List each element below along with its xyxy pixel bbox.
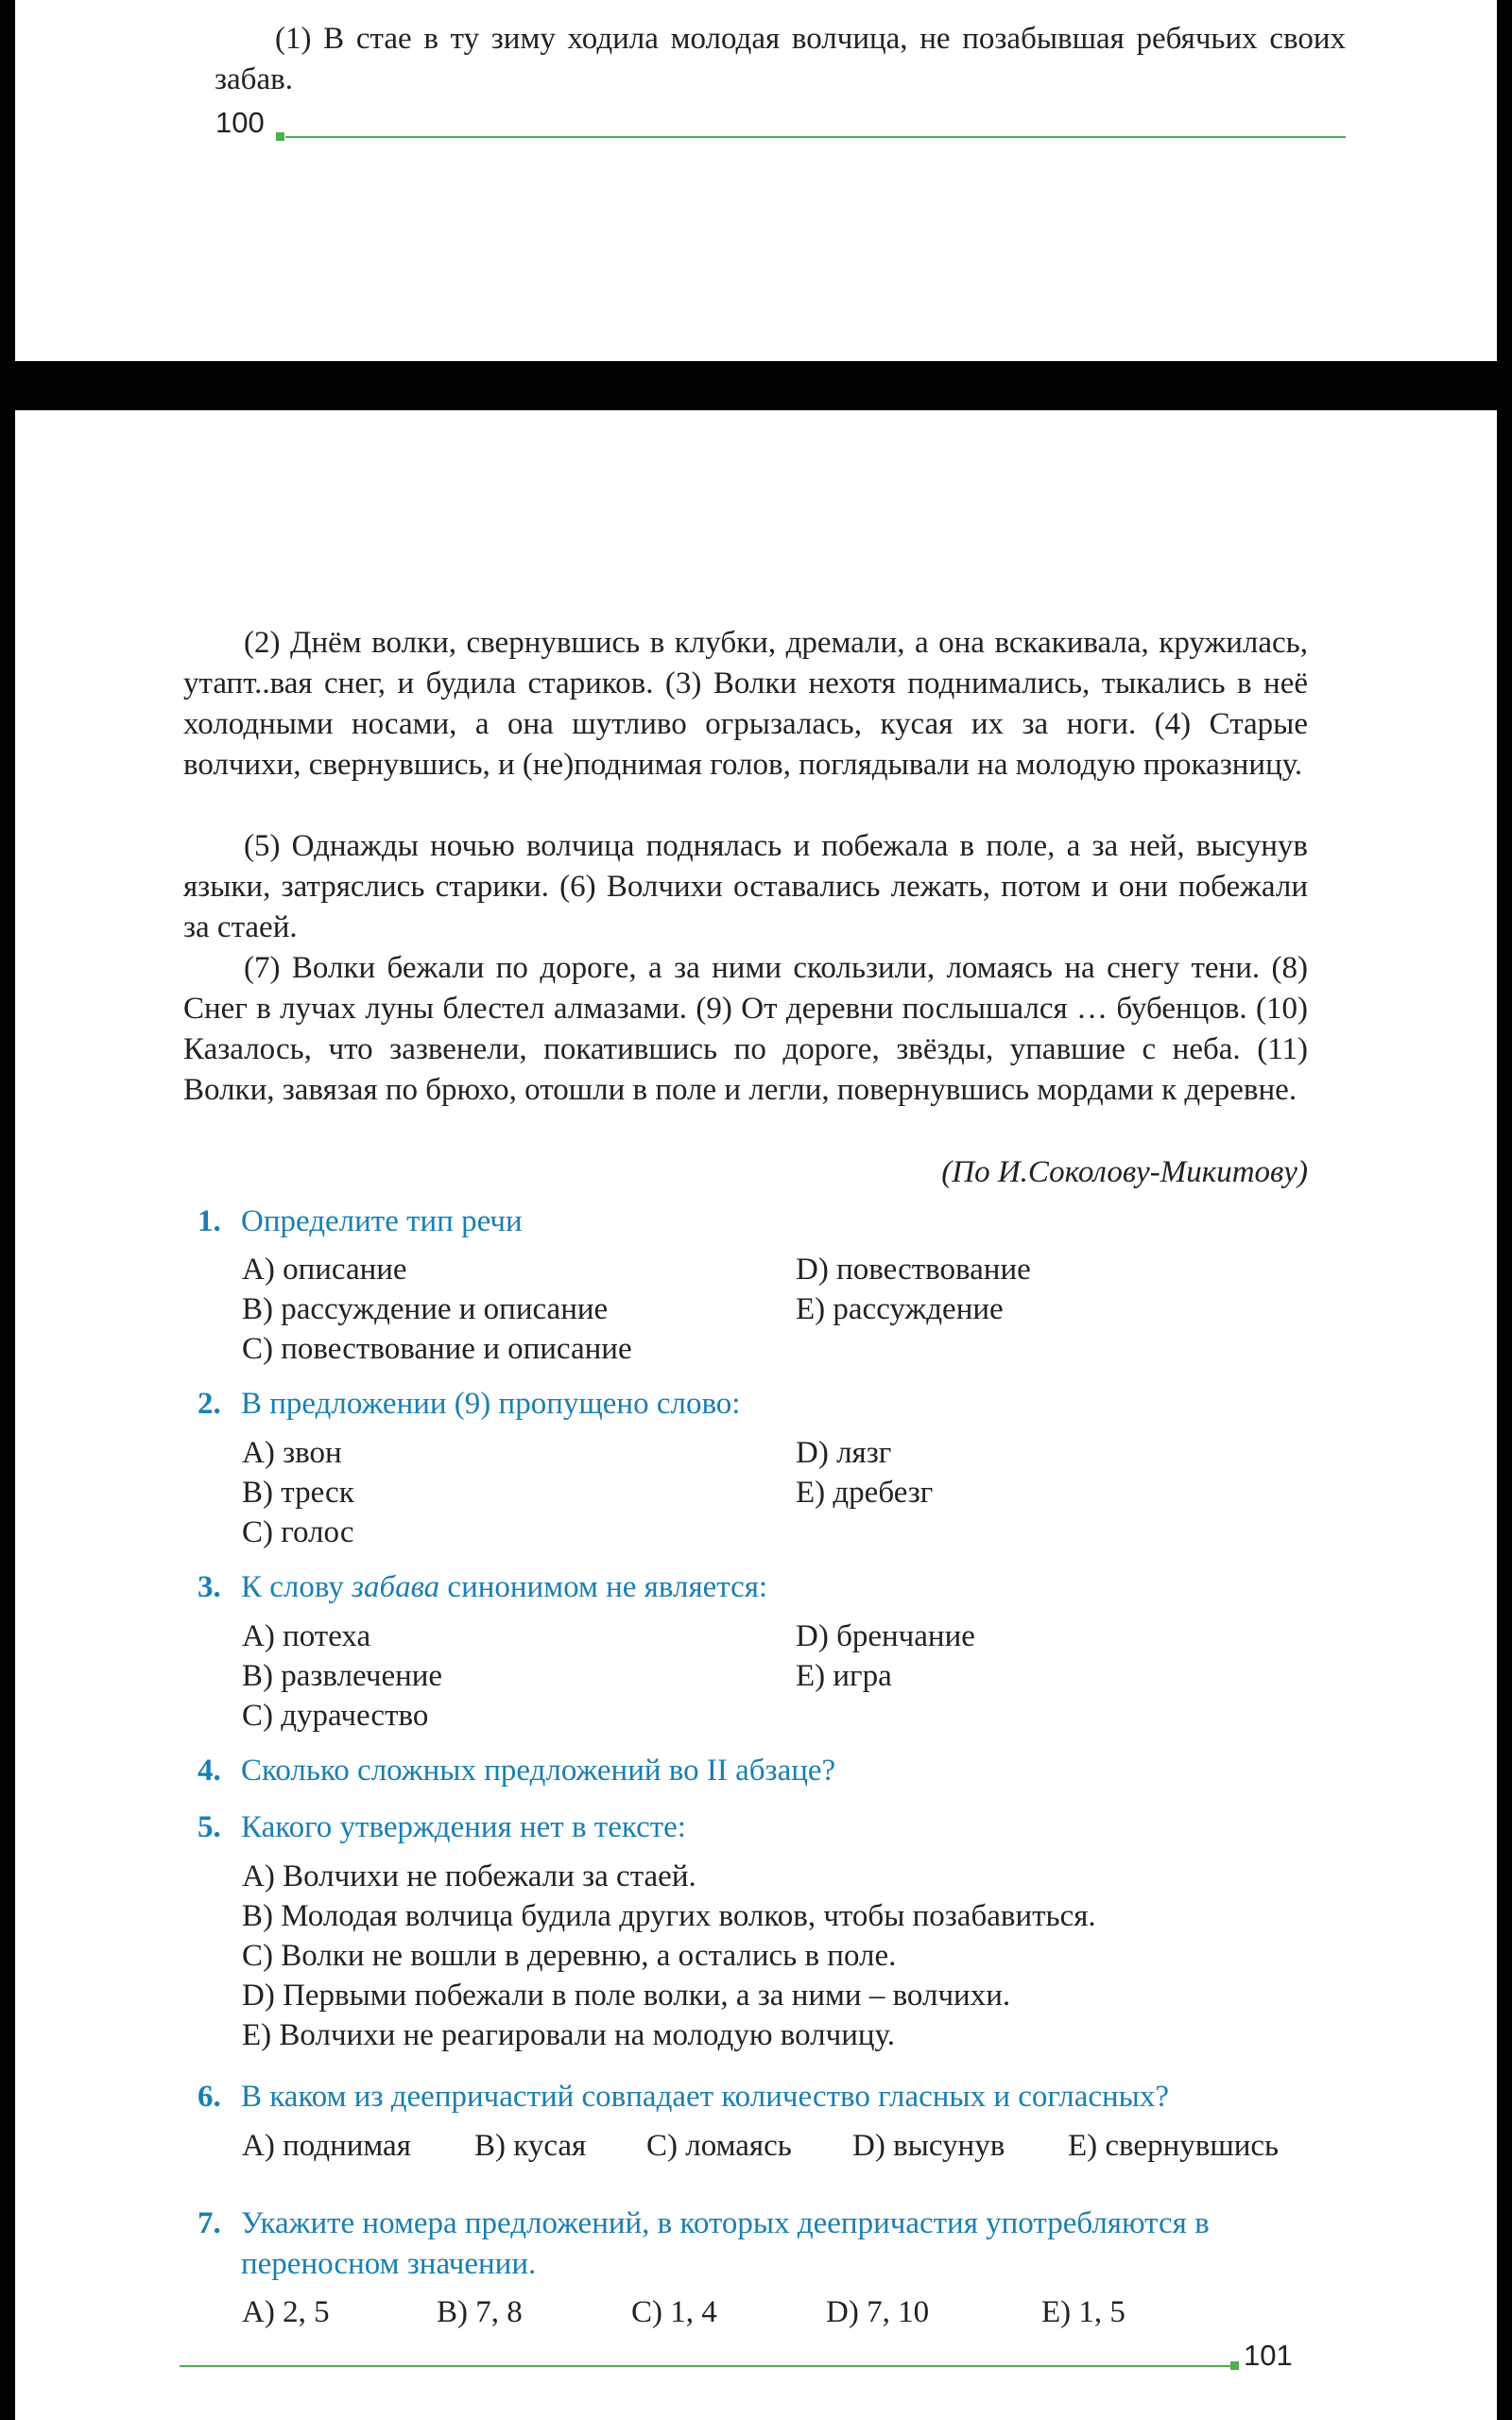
question-text: В предложении (9) пропущено слово: xyxy=(241,1387,741,1421)
question-text: В каком из деепричастий совпадает количество гласных и согласных? xyxy=(241,2080,1169,2114)
question-number: 6. xyxy=(198,2080,221,2114)
q7-option-e: E) 1, 5 xyxy=(1041,2295,1125,2329)
q3-option-b: B) развлечение xyxy=(242,1659,443,1693)
sentence-1: (1) В стае в ту зиму ходила молодая волчица, не позабывшая ребячьих своих забав. xyxy=(215,22,1346,96)
page-100-fragment xyxy=(15,0,1497,361)
q1-option-a: A) описание xyxy=(242,1253,407,1287)
question-number: 3. xyxy=(198,1570,221,1604)
q1-option-b: B) рассуждение и описание xyxy=(242,1292,609,1326)
q5-option-a: A) Волчихи не побежали за стаей. xyxy=(242,1859,696,1893)
q3-option-a: A) потеха xyxy=(242,1619,371,1653)
attribution: (По И.Соколову-Микитову) xyxy=(941,1155,1308,1189)
paragraph-3: (7) Волки бежали по дороге, а за ними скользили, ломаясь на снегу тени. (8) Снег в лучах луны блестел алмазами. (9) От деревни послышался … бубенцов. (10) Казалось, что зазвенели, покатившись по дороге, звёзды, упавшие с неба. (11) Волки, завязая по брюхо, отошли в поле и легли, повернувшись мордами к деревне. xyxy=(183,951,1308,1107)
question-text: К слову забава синонимом не является: xyxy=(241,1570,768,1604)
q5-option-d: D) Первыми побежали в поле волки, а за ними – волчихи. xyxy=(242,1979,1011,2013)
q2-option-c: C) голос xyxy=(242,1515,354,1549)
q2-option-a: A) звон xyxy=(242,1436,342,1470)
question-number: 5. xyxy=(198,1810,221,1844)
q3-option-e: E) игра xyxy=(796,1659,892,1693)
page-rule-marker xyxy=(1230,2361,1239,2370)
question-number: 4. xyxy=(198,1754,221,1788)
q1-option-d: D) повествование xyxy=(796,1253,1031,1287)
q7-option-d: D) 7, 10 xyxy=(826,2295,930,2329)
question-text: Укажите номера предложений, в которых деепричастия употребляются в переносном значении. xyxy=(241,2206,1210,2281)
page-rule xyxy=(285,136,1346,138)
q2-option-e: E) дребезг xyxy=(796,1476,934,1510)
q3-option-d: D) бренчание xyxy=(796,1619,975,1653)
page-101 xyxy=(15,410,1497,2420)
q7-option-a: A) 2, 5 xyxy=(242,2295,330,2329)
question-text: Сколько сложных предложений во II абзаце? xyxy=(241,1754,836,1788)
q2-option-d: D) лязг xyxy=(796,1436,892,1470)
q5-option-c: C) Волки не вошли в деревню, а остались в поле. xyxy=(242,1939,897,1973)
q7-option-b: B) 7, 8 xyxy=(437,2295,523,2329)
paragraph-1: (2) Днём волки, свернувшись в клубки, дремали, а она вскакивала, кружилась, утапт..вая снег, и будила стариков. (3) Волки нехотя поднимались, тыкались в неё холодными носами, а она шутливо огрызалась, кусая их за ноги. (4) Старые волчихи, свернувшись, и (не)поднимая голов, поглядывали на молодую проказницу. xyxy=(183,626,1308,782)
q6-option-a: A) поднимая xyxy=(242,2129,411,2163)
page-number-100: 100 xyxy=(215,106,265,139)
italic-word: забава xyxy=(352,1570,440,1604)
question-number: 1. xyxy=(198,1204,221,1238)
q1-option-e: E) рассуждение xyxy=(796,1292,1004,1326)
question-number: 2. xyxy=(198,1387,221,1421)
question-number: 7. xyxy=(198,2206,221,2240)
paragraph-2: (5) Однажды ночью волчица поднялась и побежала в поле, а за ней, высунув языки, затряслись старики. (6) Волчихи оставались лежать, потом и они побежали за стаей. xyxy=(183,829,1308,944)
q6-option-b: B) кусая xyxy=(474,2129,587,2163)
q6-option-d: D) высунув xyxy=(852,2129,1005,2163)
q7-option-c: C) 1, 4 xyxy=(631,2295,717,2329)
q5-option-b: B) Молодая волчица будила других волков, чтобы позабавиться. xyxy=(242,1899,1096,1933)
q6-option-e: E) свернувшись xyxy=(1068,2129,1280,2163)
question-text: Какого утверждения нет в тексте: xyxy=(241,1810,686,1844)
page-rule xyxy=(180,2365,1232,2367)
q1-option-c: C) повествование и описание xyxy=(242,1332,632,1366)
q2-option-b: B) треск xyxy=(242,1476,354,1510)
q6-option-c: C) ломаясь xyxy=(646,2129,792,2163)
page-rule-marker xyxy=(276,132,284,141)
q5-option-e: E) Волчихи не реагировали на молодую волчицу. xyxy=(242,2018,895,2052)
page-number-101: 101 xyxy=(1244,2339,1293,2372)
question-text: Определите тип речи xyxy=(241,1204,523,1238)
q3-option-c: C) дурачество xyxy=(242,1699,429,1733)
